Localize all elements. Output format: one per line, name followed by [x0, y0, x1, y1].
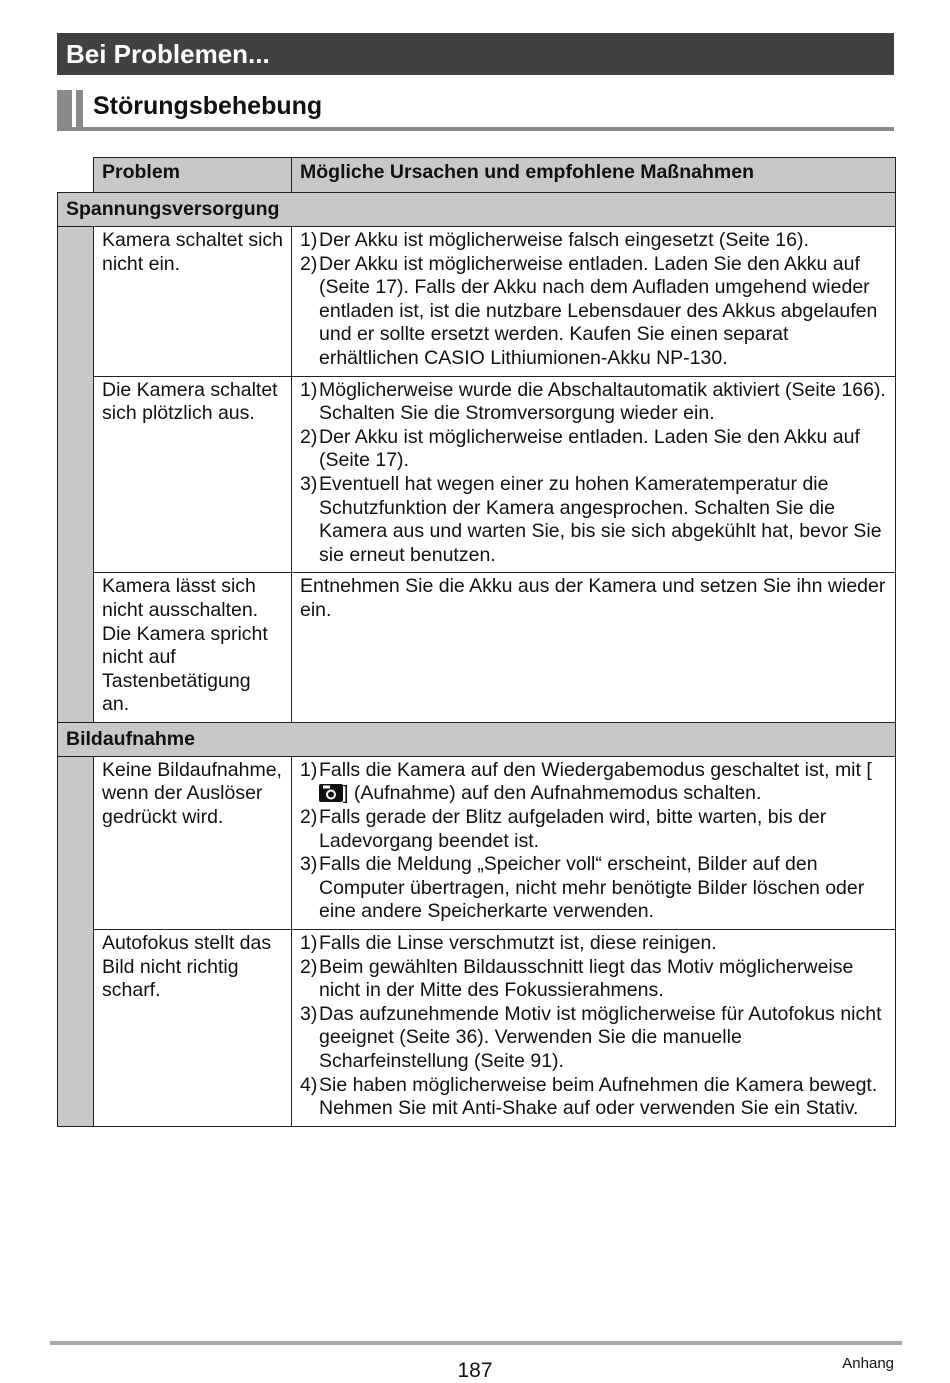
problem-cell: Keine Bildaufnahme, wenn der Auslöser gedrückt wird.	[94, 756, 292, 929]
heading-marker-thin	[76, 90, 83, 130]
table-header-row	[58, 158, 896, 193]
group-row-capture	[58, 722, 896, 756]
causes-cell	[292, 930, 896, 1127]
camera-icon	[319, 784, 343, 802]
cause-item: 1) Falls die Linse verschmutzt ist, diese reinigen.	[300, 932, 717, 955]
causes-cell	[292, 227, 896, 377]
table-row	[58, 376, 896, 573]
remedy-cell: Entnehmen Sie die Akku aus der Kamera und setzen Sie ihn wieder ein.	[292, 573, 896, 723]
group-row-power	[58, 193, 896, 227]
section-title: Störungsbehebung	[93, 92, 323, 120]
table-row	[58, 227, 896, 377]
problem-cell: Kamera schaltet sich nicht ein.	[94, 227, 292, 377]
cause-item: 1) Falls die Kamera auf den Wiedergabemodus geschaltet ist, mit [] (Aufnahme) auf den Aufnahmemodus schalten.	[300, 758, 872, 805]
header-spacer	[58, 158, 94, 193]
footer-section-label: Anhang	[842, 1355, 894, 1372]
troubleshooting-table	[57, 157, 896, 1127]
causes-cell	[292, 756, 896, 929]
footer-rule	[50, 1341, 902, 1345]
heading-underline	[57, 127, 894, 131]
group-title-capture: Bildaufnahme	[58, 722, 896, 756]
group-gutter	[58, 756, 94, 1126]
cause-item: 2) Beim gewählten Bildausschnitt liegt das Motiv möglicherweise nicht in der Mitte des Fokussierahmens.	[300, 955, 854, 1002]
table-row	[58, 756, 896, 929]
cause-item: 3) Falls die Meldung „Speicher voll“ erscheint, Bilder auf den Computer übertragen, nicht mehr benötigte Bilder löschen oder eine andere Speicherkarte verwenden.	[300, 853, 865, 923]
causes-cell	[292, 376, 896, 573]
cause-item: 2) Falls gerade der Blitz aufgeladen wird, bitte warten, bis der Ladevorgang beendet ist.	[300, 806, 827, 852]
page-title-bar	[57, 33, 894, 75]
page-number: 187	[457, 1359, 493, 1382]
table-row	[58, 573, 896, 723]
group-title-power: Spannungsversorgung	[58, 193, 896, 227]
column-header-problem: Problem	[94, 158, 292, 193]
cause-item: 3) Eventuell hat wegen einer zu hohen Kameratemperatur die Schutzfunktion der Kamera angesprochen. Schalten Sie die Kamera aus und warten Sie, bis sie sich abgekühlt hat, bevor Sie sie erneut benutzen.	[300, 472, 882, 566]
heading-marker	[57, 90, 72, 130]
cause-item: 1) Möglicherweise wurde die Abschaltautomatik aktiviert (Seite 166). Schalten Sie die Stromversorgung wieder ein.	[300, 378, 886, 425]
problem-cell: Kamera lässt sich nicht ausschalten. Die Kamera spricht nicht auf Tastenbetätigung an.	[94, 573, 292, 723]
problem-cell: Die Kamera schaltet sich plötzlich aus.	[94, 376, 292, 573]
cause-item: 2) Der Akku ist möglicherweise entladen. Laden Sie den Akku auf (Seite 17).	[300, 425, 860, 472]
column-header-causes: Mögliche Ursachen und empfohlene Maßnahmen	[292, 158, 896, 193]
problem-cell: Autofokus stellt das Bild nicht richtig scharf.	[94, 930, 292, 1127]
page-title: Bei Problemen...	[66, 39, 270, 69]
section-heading	[57, 90, 894, 132]
table-row	[58, 930, 896, 1127]
cause-item: 3) Das aufzunehmende Motiv ist möglicherweise für Autofokus nicht geeignet (Seite 36). Verwenden Sie die manuelle Scharfeinstellung (Seite 91).	[300, 1002, 882, 1072]
cause-item: 4) Sie haben möglicherweise beim Aufnehmen die Kamera bewegt. Nehmen Sie mit Anti-Shake auf oder verwenden Sie ein Stativ.	[300, 1073, 878, 1120]
group-gutter	[58, 227, 94, 723]
cause-item: 2) Der Akku ist möglicherweise entladen. Laden Sie den Akku auf (Seite 17). Falls der Akku nach dem Aufladen umgehend wieder entladen ist, ist die nutzbare Lebensdauer des Akkus abgelaufen und er sollte ersetzt werden. Kaufen Sie einen separat erhältlichen CASIO Lithiumionen-Akku NP-130.	[300, 252, 878, 369]
cause-item: 1) Der Akku ist möglicherweise falsch eingesetzt (Seite 16).	[300, 229, 809, 251]
